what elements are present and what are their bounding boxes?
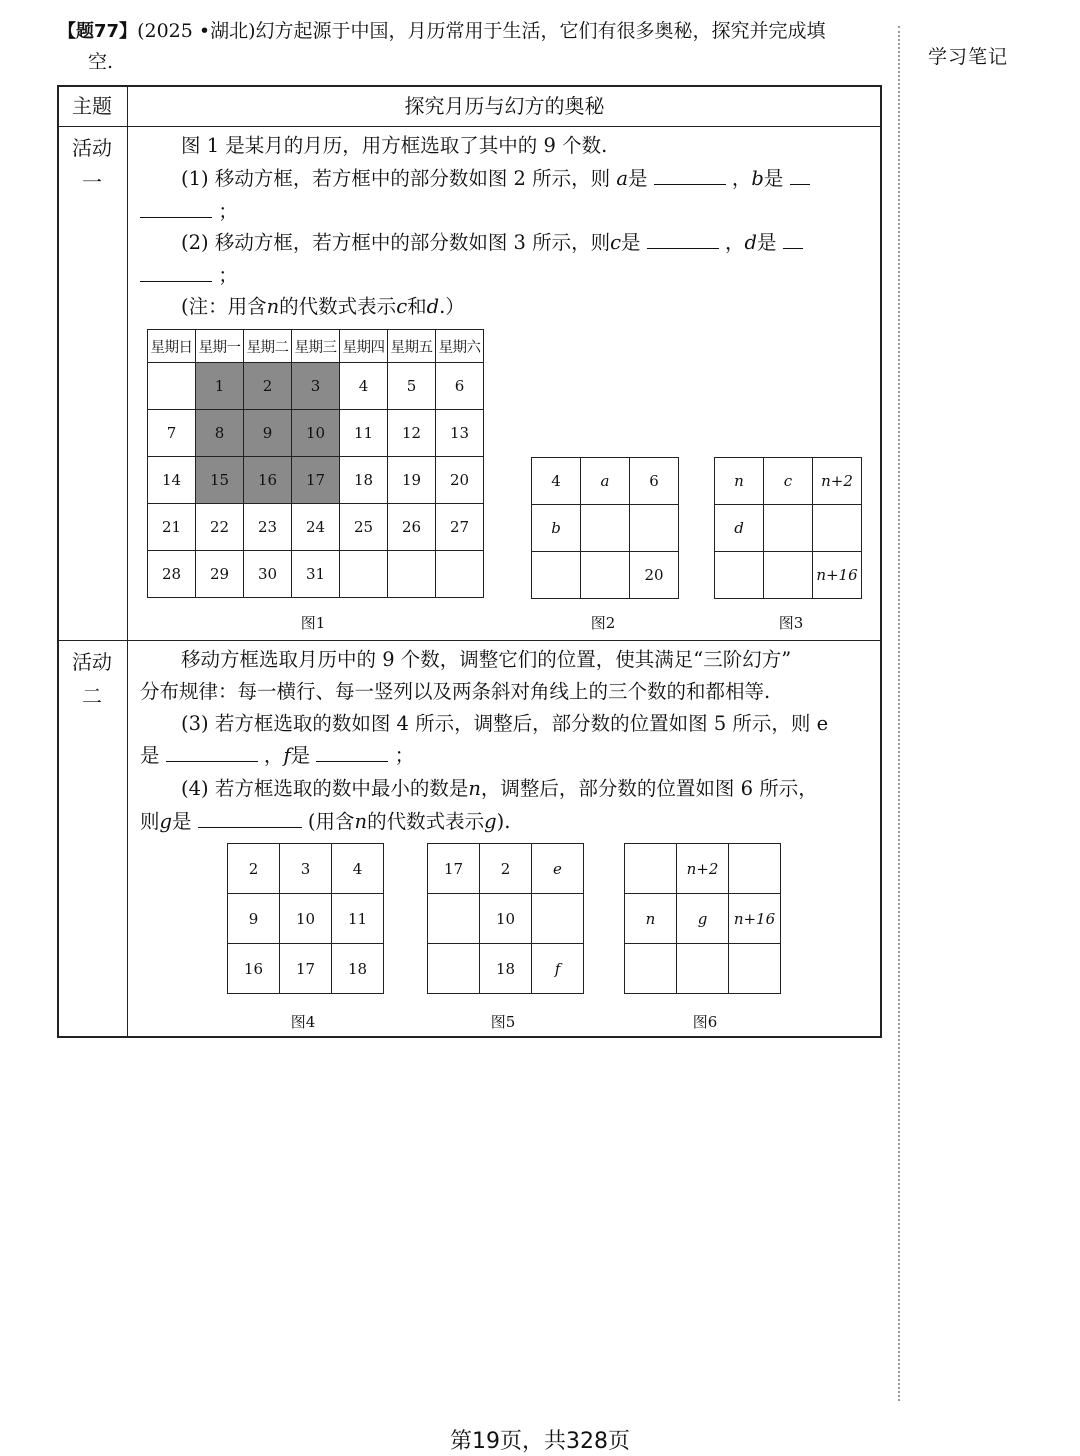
figure1-caption: 图1 (300, 614, 326, 632)
calendar-cell-selected: 15 (196, 457, 244, 504)
table-column-divider (127, 85, 128, 1038)
grid-cell (532, 894, 584, 944)
figure6-grid (624, 843, 781, 994)
calendar-cell: 5 (388, 363, 436, 410)
calendar-cell: 18 (340, 457, 388, 504)
calendar-cell-selected: 9 (244, 410, 292, 457)
calendar-figure (147, 329, 484, 598)
activity2-q4-cont (140, 806, 510, 838)
calendar-cell: 23 (244, 504, 292, 551)
text-fragment: b (751, 167, 764, 190)
text-fragment: g (484, 810, 497, 833)
grid-cell: e (532, 844, 584, 894)
text-fragment: .） (439, 295, 465, 318)
text-fragment: c (396, 295, 408, 318)
text-fragment: 则 (140, 810, 160, 833)
grid-cell: 3 (280, 844, 332, 894)
text-fragment: d (426, 295, 440, 318)
weekday-header: 星期五 (388, 330, 436, 363)
calendar-cell: 31 (292, 551, 340, 598)
figure4-caption: 图4 (290, 1013, 316, 1031)
weekday-header: 星期日 (148, 330, 196, 363)
grid-cell: g (677, 894, 729, 944)
grid-cell (813, 505, 862, 552)
calendar-cell: 12 (388, 410, 436, 457)
question-source: (2025 •湖北) (137, 20, 256, 42)
grid-cell: b (532, 505, 581, 552)
text-fragment: a (616, 167, 628, 190)
calendar-cell: 24 (292, 504, 340, 551)
weekday-header: 星期三 (292, 330, 340, 363)
activity2-intro: 移动方框选取月历中的 9 个数，调整它们的位置，使其满足“三阶幻方” (181, 648, 792, 671)
calendar-cell: 11 (340, 410, 388, 457)
text-fragment: (1) 移动方框，若方框中的部分数如图 2 所示，则 (181, 167, 611, 190)
calendar-cell-selected: 2 (244, 363, 292, 410)
activity1-intro: 图 1 是某月的月历，用方框选取了其中的 9 个数. (181, 134, 608, 157)
text-fragment: c (610, 231, 622, 254)
grid-cell (625, 944, 677, 994)
text-fragment: ). (496, 810, 511, 833)
calendar-cell: 14 (148, 457, 196, 504)
text-fragment: 的代数式表示 (279, 295, 397, 318)
calendar-cell (436, 551, 484, 598)
calendar-cell (388, 551, 436, 598)
text-fragment: (注：用含 (181, 295, 267, 318)
grid-cell: 11 (332, 894, 384, 944)
text-fragment: 是 (172, 810, 192, 833)
text-fragment: ，调整后，部分数的位置如图 6 所示， (480, 777, 818, 800)
table-row-divider (57, 640, 882, 641)
grid-cell: n (715, 458, 764, 505)
activity1-label-num: 一 (82, 170, 102, 194)
figure3-grid (714, 457, 862, 599)
text-fragment: n (266, 295, 280, 318)
activity2-label: 活动 (72, 650, 112, 674)
figure2-caption: 图2 (590, 614, 616, 632)
notes-divider (898, 26, 900, 1401)
grid-cell (625, 844, 677, 894)
grid-cell: n+16 (729, 894, 781, 944)
answer-blank-e[interactable] (166, 743, 258, 762)
figure4-grid (227, 843, 384, 994)
calendar-cell-selected: 3 (292, 363, 340, 410)
activity1-label: 活动 (72, 136, 112, 160)
grid-cell (581, 505, 630, 552)
text-fragment: 的代数式表示 (367, 810, 485, 833)
text-fragment: n (354, 810, 368, 833)
activity2-q4 (181, 773, 818, 805)
activity2-q3: (3) 若方框选取的数如图 4 所示，调整后，部分数的位置如图 5 所示，则 e (181, 712, 829, 735)
text-fragment: 是 (756, 231, 777, 254)
grid-cell: 6 (630, 458, 679, 505)
text-fragment: 和 (407, 295, 427, 318)
calendar-cell: 25 (340, 504, 388, 551)
question-text-cont: 空. (88, 51, 114, 73)
grid-cell: 9 (228, 894, 280, 944)
page-footer: 第19页，共328页 (450, 1429, 630, 1454)
calendar-cell: 22 (196, 504, 244, 551)
calendar-cell: 27 (436, 504, 484, 551)
figure6-caption: 图6 (692, 1013, 718, 1031)
calendar-cell: 13 (436, 410, 484, 457)
calendar-cell: 4 (340, 363, 388, 410)
activity2-q3-cont (140, 740, 414, 772)
calendar-cell-selected: 17 (292, 457, 340, 504)
activity2-intro-cont: 分布规律：每一横行、每一竖列以及两条斜对角线上的三个数的和都相等. (140, 680, 771, 703)
text-fragment: f (283, 744, 291, 767)
answer-blank-d[interactable] (783, 230, 803, 249)
answer-blank-a[interactable] (654, 166, 726, 185)
grid-cell (630, 505, 679, 552)
grid-cell: 10 (480, 894, 532, 944)
grid-cell: 17 (280, 944, 332, 994)
text-fragment: (用含 (307, 810, 355, 833)
answer-blank-b-cont[interactable] (140, 199, 212, 218)
text-fragment: ； (218, 264, 238, 287)
answer-blank-b[interactable] (790, 166, 810, 185)
text-fragment: 是 (627, 167, 648, 190)
header-label: 主题 (72, 94, 112, 118)
calendar-cell: 19 (388, 457, 436, 504)
grid-cell: 10 (280, 894, 332, 944)
grid-cell (428, 944, 480, 994)
grid-cell (729, 944, 781, 994)
grid-cell: 4 (532, 458, 581, 505)
text-fragment: ， (724, 231, 745, 254)
question-header (58, 16, 888, 78)
activity1-q2-cont (140, 260, 238, 292)
grid-cell: f (532, 944, 584, 994)
text-fragment: (2) 移动方框，若方框中的部分数如图 3 所示，则 (181, 231, 611, 254)
weekday-header: 星期六 (436, 330, 484, 363)
calendar-cell (148, 363, 196, 410)
text-fragment: g (159, 810, 172, 833)
calendar-cell-selected: 8 (196, 410, 244, 457)
calendar-cell: 20 (436, 457, 484, 504)
weekday-header: 星期一 (196, 330, 244, 363)
calendar-cell-selected: 16 (244, 457, 292, 504)
text-fragment: ， (731, 167, 752, 190)
grid-cell: n+2 (813, 458, 862, 505)
calendar-cell: 6 (436, 363, 484, 410)
text-fragment: ， (263, 744, 284, 767)
text-fragment: n (468, 777, 481, 800)
figure5-caption: 图5 (490, 1013, 516, 1031)
grid-cell: 16 (228, 944, 280, 994)
table-row-divider (57, 126, 882, 127)
grid-cell (428, 894, 480, 944)
text-fragment: d (744, 231, 757, 254)
grid-cell: 4 (332, 844, 384, 894)
grid-cell: n+2 (677, 844, 729, 894)
calendar-cell-selected: 1 (196, 363, 244, 410)
figure3-caption: 图3 (778, 614, 804, 632)
grid-cell (764, 552, 813, 599)
figure2-grid (531, 457, 679, 599)
text-fragment: 是 (290, 744, 311, 767)
calendar-cell: 28 (148, 551, 196, 598)
answer-blank-c[interactable] (647, 230, 719, 249)
weekday-header: 星期二 (244, 330, 292, 363)
calendar-cell-selected: 10 (292, 410, 340, 457)
text-fragment: ； (218, 200, 238, 223)
calendar-cell (340, 551, 388, 598)
calendar-cell: 21 (148, 504, 196, 551)
grid-cell: 2 (228, 844, 280, 894)
grid-cell: 18 (332, 944, 384, 994)
question-text: 幻方起源于中国，月历常用于生活，它们有很多奥秘，探究并完成填 (255, 20, 826, 42)
text-fragment: 是 (140, 744, 160, 767)
grid-cell: 17 (428, 844, 480, 894)
activity2-label-num: 二 (82, 684, 102, 708)
grid-cell: a (581, 458, 630, 505)
grid-cell (581, 552, 630, 599)
answer-blank-g[interactable] (198, 809, 302, 828)
text-fragment: 是 (763, 167, 784, 190)
grid-cell: 20 (630, 552, 679, 599)
grid-cell: d (715, 505, 764, 552)
grid-cell (764, 505, 813, 552)
grid-cell: 2 (480, 844, 532, 894)
activity1-q1-cont (140, 196, 238, 228)
grid-cell (729, 844, 781, 894)
calendar-cell: 29 (196, 551, 244, 598)
answer-blank-f[interactable] (316, 743, 388, 762)
text-fragment: 是 (621, 231, 641, 254)
grid-cell: n (625, 894, 677, 944)
activity1-note (181, 291, 465, 323)
grid-cell (532, 552, 581, 599)
question-tag: 【题77】 (58, 21, 138, 42)
calendar-cell: 7 (148, 410, 196, 457)
grid-cell (677, 944, 729, 994)
study-notes-title: 学习笔记 (928, 46, 1009, 68)
topic-title: 探究月历与幻方的奥秘 (404, 94, 605, 118)
grid-cell: 18 (480, 944, 532, 994)
activity1-q1 (181, 163, 810, 195)
figure5-grid (427, 843, 584, 994)
grid-cell: c (764, 458, 813, 505)
text-fragment: ； (394, 744, 415, 767)
weekday-header: 星期四 (340, 330, 388, 363)
text-fragment: (4) 若方框选取的数中最小的数是 (181, 777, 469, 800)
grid-cell (715, 552, 764, 599)
activity1-q2 (181, 227, 803, 259)
calendar-cell: 26 (388, 504, 436, 551)
answer-blank-d-cont[interactable] (140, 263, 212, 282)
grid-cell: n+16 (813, 552, 862, 599)
calendar-cell: 30 (244, 551, 292, 598)
